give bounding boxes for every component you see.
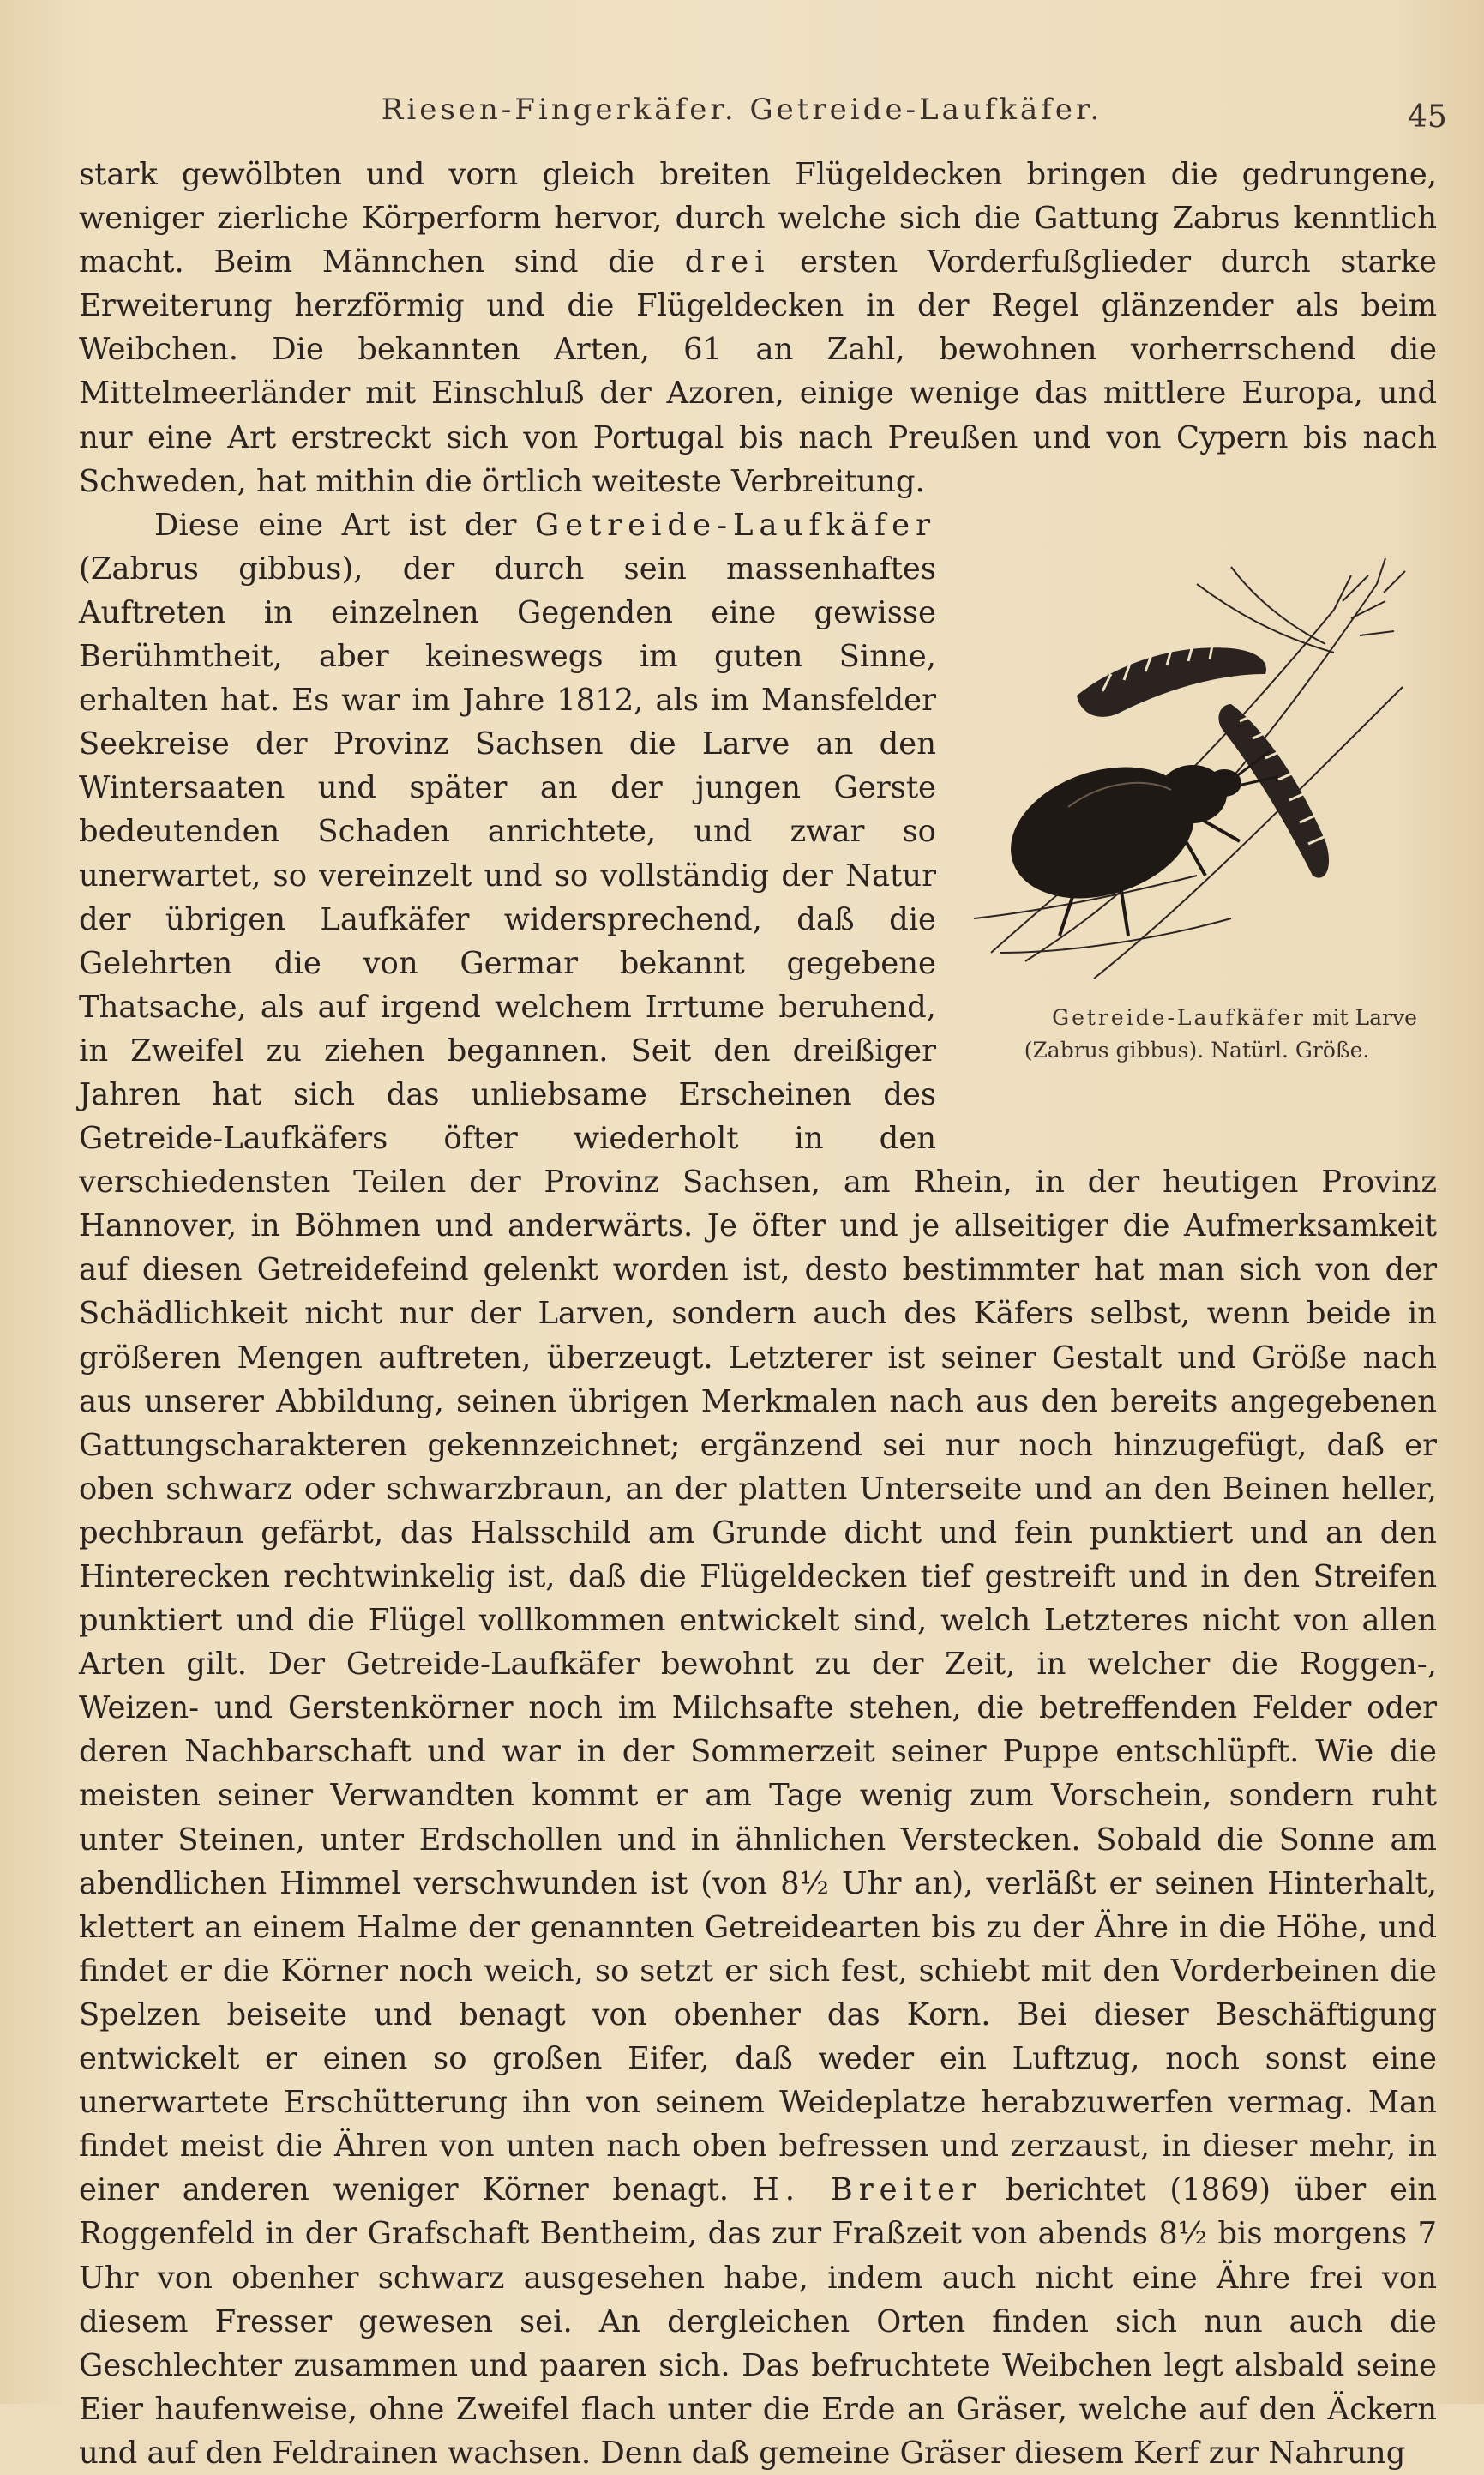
caption-species: Getreide-Laufkäfer bbox=[1052, 1004, 1306, 1030]
p1-text: stark gewölbten und vorn gleich breiten Flügeldecken bringen die gedrungene, weniger zierliche Körperform hervor, durch welche sich die Gattung Zabrus kenntlich macht. Beim Männchen sind die bbox=[79, 157, 1437, 280]
p2-end: berichtet (1869) über ein Roggenfeld in der Grafschaft Bentheim, das zur Fraßzeit von abends 8½ bis morgens 7 Uhr von obenher schwarz ausgesehen habe, indem auch nicht eine Ähre frei von diesem Fresser gewesen sei. An dergleichen Orten finden sich nun auch die Geschlechter zusammen und paaren sich. Das befruchtete Weibchen legt alsbald seine Eier haufenweise, ohne Zweifel flach unter die Erde an Gräser, welche auf den Äckern und auf den Feldrainen wachsen. Denn daß gemeine Gräser diesem Kerf zur Nahrung bbox=[79, 2172, 1438, 2471]
p2-intro: Diese eine Art ist der bbox=[154, 507, 517, 543]
page-number: 45 bbox=[1408, 99, 1447, 135]
p1-spaced-word: drei bbox=[684, 244, 771, 280]
body-text bbox=[79, 153, 1437, 2475]
p2-main: (Zabrus gibbus), der durch sein massenhaftes Auftreten in einzelnen Gegenden eine gewisse Berühmtheit, aber keineswegs im guten Sinne, erhalten hat. Es war im Jahre 1812, als im Mansfelder Seekreise der Provinz Sachsen die Larve an den Wintersaaten und später an der jungen Gerste bedeutenden Schaden anrichtete, und zwar so unerwartet, so vereinzelt und so vollständig der Natur der übrigen Laufkäfer widersprechend, daß die Gelehrten die von Germar bekannt gegebene Thatsache, als auf irgend welchem Irrtume beruhend, in Zweifel zu ziehen begannen. Seit den dreißiger Jahren hat sich das unliebsame Erscheinen des Getreide-Laufkäfers öfter wiederholt in den verschiedensten Teilen der Provinz Sachsen, am Rhein, in der heutigen Provinz Hannover, in Böhmen und anderwärts. Je öfter und je allseitiger die Aufmerksamkeit auf diesen Getreidefeind gelenkt worden ist, desto bestimmter hat man sich von der Schädlichkeit nicht nur der Larven, sondern auch des Käfers selbst, wenn beide in größeren Mengen auftreten, überzeugt. Letzterer ist seiner Gestalt und Größe nach aus unserer Abbildung, seinen übrigen Merkmalen nach aus den bereits angegebenen Gattungscharakteren gekennzeichnet; ergänzend sei nur noch hinzugefügt, daß er oben schwarz oder schwarzbraun, an der platten Unterseite und an den Beinen heller, pechbraun gefärbt, das Halsschild am Grunde dicht und fein punktiert und an den Hinterecken rechtwinkelig ist, daß die Flügeldecken tief gestreift und in den Streifen punktiert und die Flügel vollkommen entwickelt sind, welch Letzteres nicht von allen Arten gilt. Der Getreide-Laufkäfer bewohnt zu der Zeit, in welcher die Roggen-, Weizen- und Gerstenkörner noch im Milchsafte stehen, die betreffenden Felder oder deren Nachbarschaft und war in der Sommerzeit seiner Puppe entschlüpft. Wie die meisten seiner Verwandten kommt er am Tage wenig zum Vorschein, sondern ruht unter Steinen, unter Erdschollen und in ähnlichen Verstecken. Sobald die Sonne am abendlichen Himmel verschwunden ist (von 8½ Uhr an), verläßt er seinen Hinterhalt, klettert an einem Halme der genannten Getreidearten bis zu der Ähre in die Höhe, und findet er die Körner noch weich, so setzt er sich fest, schiebt mit den Vorderbeinen die Spelzen beiseite und benagt von obenher das Korn. Bei dieser Beschäftigung entwickelt er einen so großen Eifer, daß weder ein Luftzug, noch sonst eine unerwartete Erschütterung ihn von seinem Weideplatze herabzuwerfen vermag. Man findet meist die Ähren von unten nach oben befressen und zerzaust, in dieser mehr, in einer anderen weniger Körner benagt. bbox=[79, 551, 1437, 2208]
caption-text: mit Larve (Zabrus gibbus). Natürl. Größe. bbox=[1024, 1004, 1417, 1063]
beetle-adult bbox=[994, 744, 1277, 935]
species-name: Getreide-Laufkäfer bbox=[534, 507, 936, 543]
paragraph-2 bbox=[79, 503, 1437, 2475]
beetle-illustration bbox=[974, 550, 1420, 996]
running-title: Riesen-Fingerkäfer. Getreide-Laufkäfer. bbox=[381, 93, 1103, 127]
p1-rest: ersten Vorderfußglieder durch starke Erweiterung herzförmig und die Flügeldecken in der Regel glänzender als beim Weibchen. Die bekannten Arten, 61 an Zahl, bewohnen vorherrschend die Mittelmeerländer mit Einschluß der Azoren, einige wenige das mittlere Europa, und nur eine Art erstreckt sich von Portugal bis nach Preußen und von Cypern bis nach Schweden, hat mithin die örtlich weiteste Verbreitung. bbox=[79, 244, 1438, 499]
beetle-figure bbox=[957, 507, 1437, 1150]
figure-caption bbox=[957, 1002, 1437, 1067]
author-name: H. Breiter bbox=[752, 2172, 982, 2208]
larva-upper bbox=[1077, 641, 1266, 717]
paragraph-1 bbox=[79, 153, 1437, 503]
